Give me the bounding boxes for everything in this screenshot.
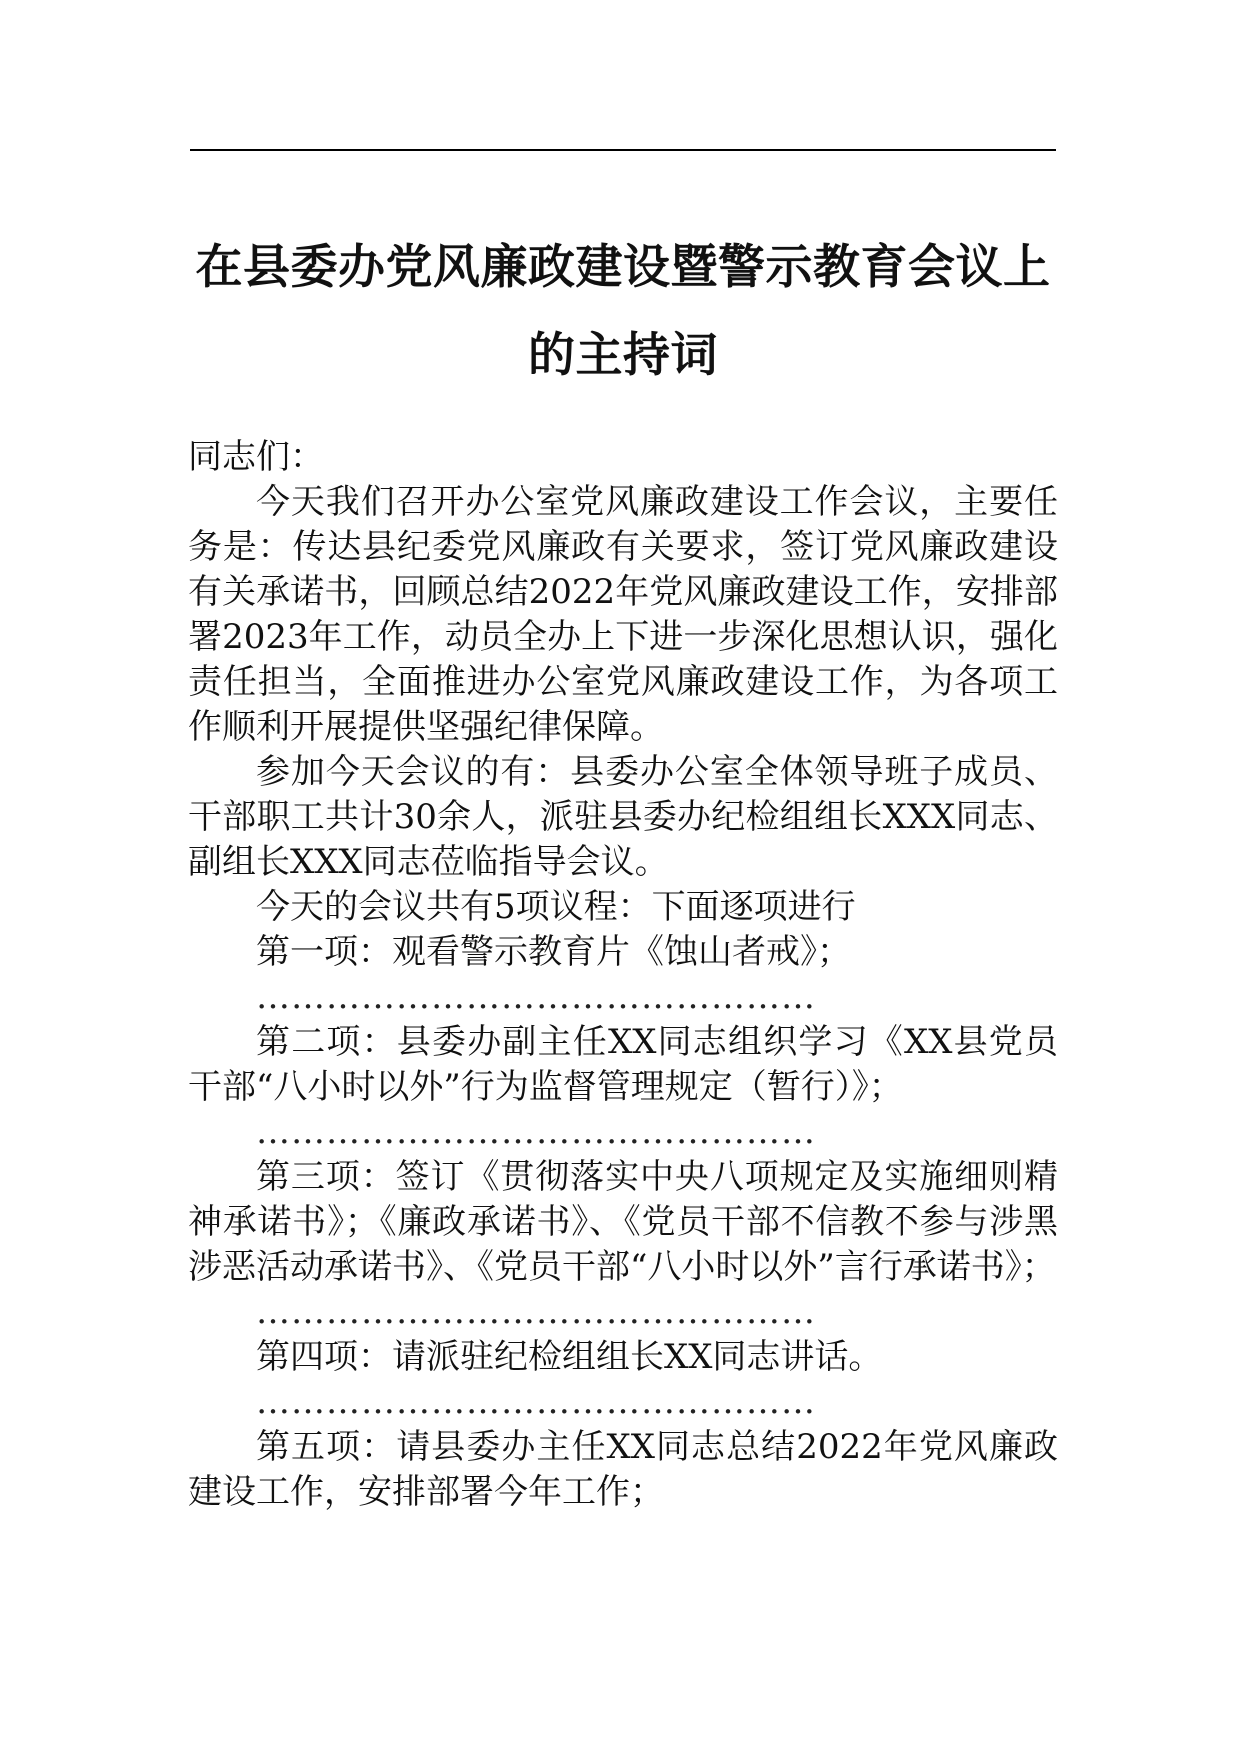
agenda-separator: ………………………………………… [256,1382,816,1422]
header-rule [190,149,1056,151]
document-title-line-2: 的主持词 [528,328,718,383]
paragraph-agenda-intro: 今天的会议共有5项议程：下面逐项进行 [256,887,856,927]
paragraph-attendees: 参加今天会议的有：县委办公室全体领导班子成员、干部职工共计30余人，派驻县委办纪检组组长XXX同志、副组长XXX同志莅临指导会议。 [188,752,1058,882]
agenda-separator: ………………………………………… [256,1112,816,1152]
agenda-item-3: 第三项：签订《贯彻落实中央八项规定及实施细则精神承诺书》；《廉政承诺书》、《党员干部不信教不参与涉黑涉恶活动承诺书》、《党员干部“八小时以外”言行承诺书》； [188,1157,1058,1287]
agenda-item-4: 第四项：请派驻纪检组组长XX同志讲话。 [256,1337,883,1377]
agenda-item-5: 第五项：请县委办主任XX同志总结2022年党风廉政建设工作，安排部署今年工作； [188,1427,1058,1512]
agenda-item-1: 第一项：观看警示教育片《蚀山者戒》； [256,932,851,972]
document-title-line-1: 在县委办党风廉政建设暨警示教育会议上 [195,240,1051,295]
agenda-item-2: 第二项：县委办副主任XX同志组织学习《XX县党员干部“八小时以外”行为监督管理规定（暂行）》； [188,1022,1058,1107]
agenda-separator: ………………………………………… [256,1292,816,1332]
agenda-separator: ………………………………………… [256,977,816,1017]
paragraph-purpose: 今天我们召开办公室党风廉政建设工作会议，主要任务是：传达县纪委党风廉政有关要求，签订党风廉政建设有关承诺书，回顾总结2022年党风廉政建设工作，安排部署2023年工作，动员全办上下进一步深化思想认识，强化责任担当，全面推进办公室党风廉政建设工作，为各项工作顺利开展提供坚强纪律保障。 [188,482,1058,747]
greeting: 同志们： [188,437,324,477]
document-body [188,435,1058,1515]
